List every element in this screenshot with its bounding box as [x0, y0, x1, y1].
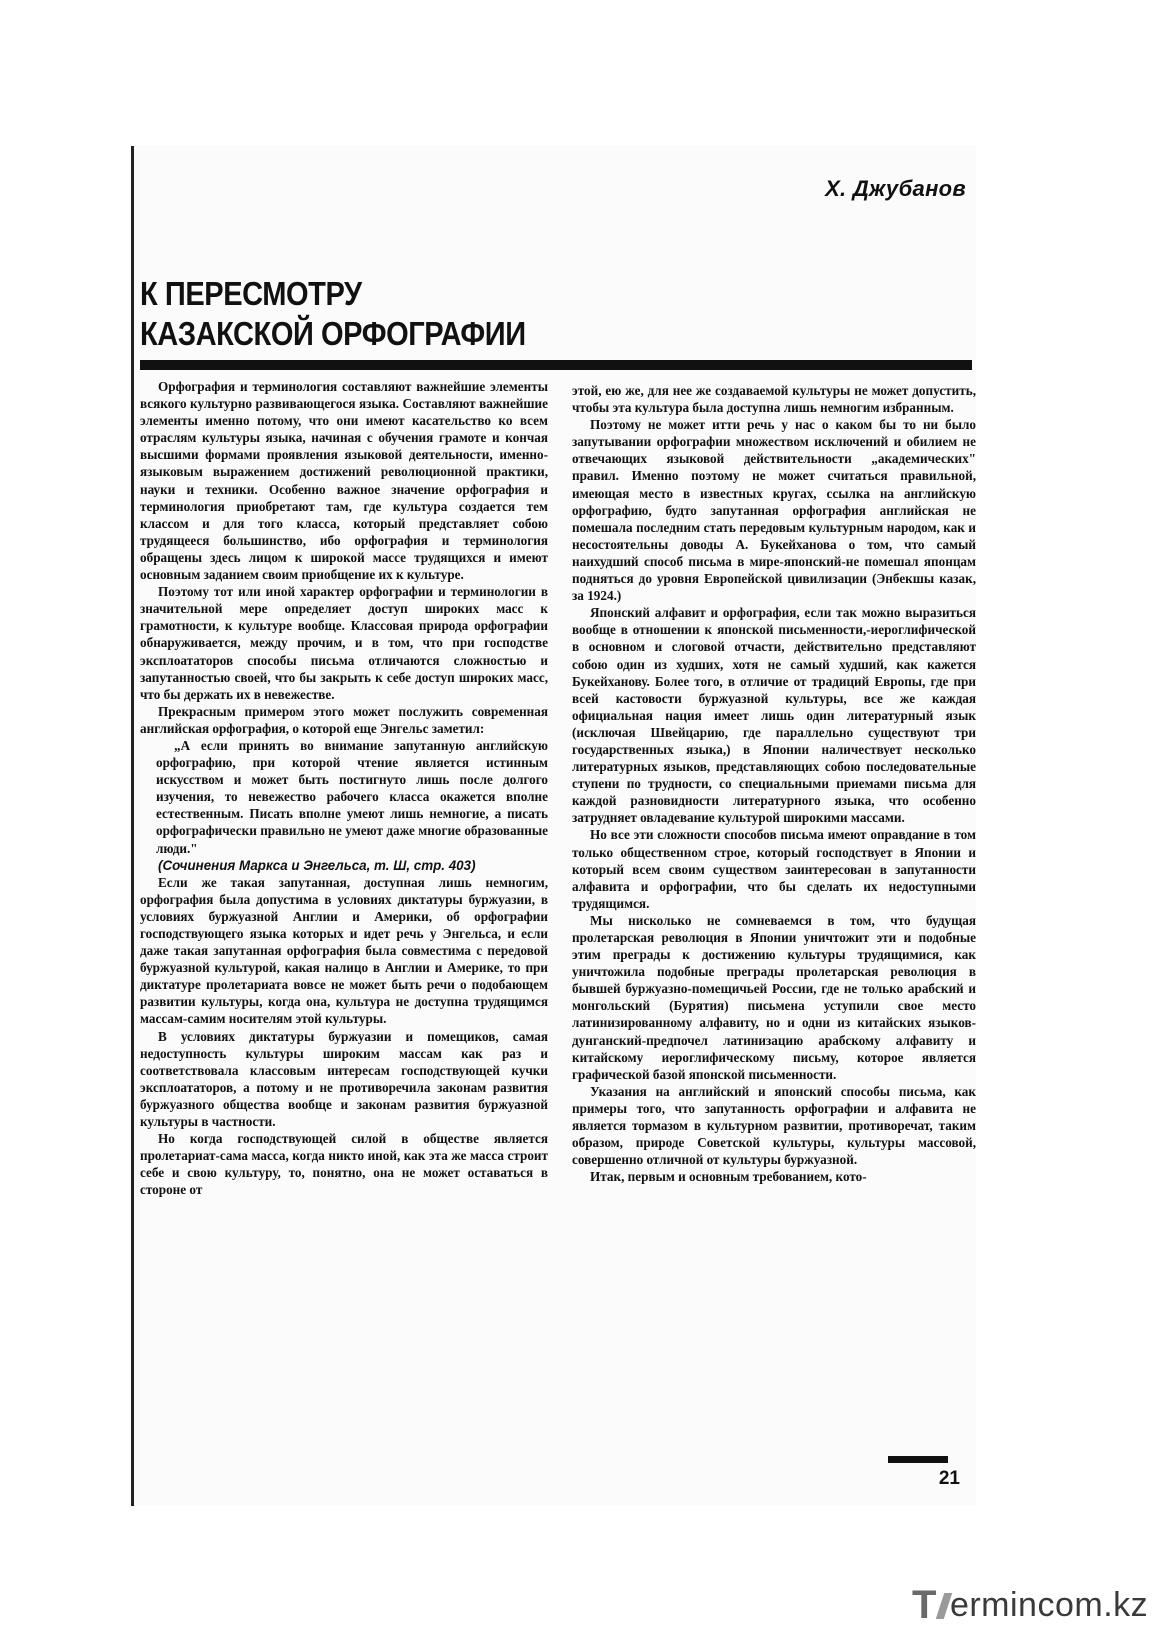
- right-column: [572, 382, 976, 1185]
- watermark-logo-letter: T: [912, 1583, 937, 1627]
- site-watermark: [912, 1581, 1148, 1626]
- title-rule: [140, 360, 972, 370]
- end-rule: [888, 1456, 948, 1463]
- paragraph: Итак, первым и основным требованием, кото-: [590, 1169, 867, 1185]
- paragraph: Мы нисколько не сомневаемся в том, что будущая пролетарская революция в Японии уничтожит эти и подобные этим преграды к достижению культуры трудящимися, как уничтожила подобные преграды пролетарская революция в бывшей буржуазно-помещичьей России, где не только арабский и монгольский (Бурятия) письмена уступили свое место латинизированному алфавиту, но и одни из китайских языков-дунганский-предпочел латинизацию арабскому алфавиту и китайскому иероглифическому письму, которое является графической базой японской письменности.: [572, 912, 976, 1082]
- page-number: 21: [938, 1468, 960, 1489]
- author-name: Х. Джубанов: [825, 176, 966, 201]
- paragraph: Японский алфавит и орфография, если так можно выразиться вообще в отношении к японской письменности,-иероглифической в основном и слоговой отчасти, действительно представляют собою один из худших, хотя не самый худший, как кажется Букейханову. Более того, в отличие от традиций Европы, где при всей кастовости буржуазной культуры, все же каждая официальная нация имеет лишь один литературный язык (исключая Швейцарию, где параллельно существуют три государственных языка,) в Японии наличествует несколько литературных языков, представляющих собою последовательные ступени по трудности, со специальными приемами письма для каждой разновидности литературного языка, что особенно затрудняет овладевание культурой широкими массами.: [572, 605, 976, 826]
- paragraph: Но когда господствующей силой в обществе является пролетариат-сама масса, когда никто иной, как эта же масса строит себе и свою культуру, то, понятно, она не может оставаться в стороне от: [140, 1131, 548, 1198]
- paragraph: Орфография и терминология составляют важнейшие элементы всякого культурно развивающегося языка. Составляют важнейшие элементы именно потому, что они имеют касательство ко всем отраслям культуры языка, начиная с обучения грамоте и кончая высшими формами проявления языковой деятельности, именно-языковым выражением достижений революционной практики, науки и техники. Особенно важное значение орфография и терминология приобретают там, где культура создается тем классом и для того класса, который представляет собою трудящееся большинство, ибо орфография и терминология обращены здесь лицом к широкой массе трудящихся и имеют основным заданием своим приобщение их к культуре.: [140, 379, 548, 583]
- watermark-text: ermincom: [949, 1586, 1104, 1624]
- paragraph: В условиях диктатуры буржуазии и помещиков, самая недоступность культуры широким массам как раз и соответствовала классовым интересам господствующей кучки эксплоататоров, а потому и не противоречила законам развития буржуазного общества вообще и законам развития буржуазной культуры в частности.: [140, 1028, 548, 1130]
- quote-source: (Сочинения Маркса и Энгельса, т. Ш, стр. 403): [158, 857, 476, 873]
- left-column: [140, 378, 548, 1199]
- paragraph: Поэтому тот или иной характер орфографии и терминологии в значительной мере определяет доступ широких масс к грамотности, к культуре вообще. Классовая природа орфографии обнаруживается, между прочим, и в том, что при господстве эксплоататоров способы письма отличаются сложностью и запутанностью своей, что бы закрыть к себе доступ широких масс, что бы держать их в невежестве.: [140, 584, 548, 702]
- paragraph: этой, ею же, для нее же создаваемой культуры не может допустить, чтобы эта культура была доступна лишь немногим избранным.: [572, 383, 976, 416]
- paragraph: Поэтому не может итти речь у нас о каком бы то ни было запутывании орфографии множеством исключений и обилием не отвечающих языковой действительности „академических" правил. Именно поэтому не может считаться правильной, имеющая место в известных кругах, ссылка на английскую орфографию, будто запутанная орфография английская не помешала последним стать передовым культурным народом, как и несостоятельны доводы А. Букейханова о том, что самый наихудший способ письма в мире-японский-не помешал японцам подняться до уровня Европейской цивилизации (Энбекшы казак, за 1924.): [572, 417, 976, 604]
- paragraph: Указания на английский и японский способы письма, как примеры того, что запутанность орфографии и алфавита не является тормазом в культурном развитии, противоречат, таким образом, природе Советской культуры, культуры массовой, совершенно отличной от культуры буржуазной.: [572, 1083, 976, 1168]
- title-line-1: К ПЕРЕСМОТРУ: [140, 275, 362, 312]
- watermark-domain: .kz: [1103, 1586, 1149, 1624]
- title-line-2: КАЗАКСКОЙ ОРФОГРАФИИ: [140, 315, 526, 352]
- engels-quote: „А если принять во внимание запутанную английскую орфографию, при которой чтение является истинным искусством и может быть постигнуто лишь после долгого изучения, то невежество рабочего класса окажется вполне естественным. Писать вполне умеют лишь немногие, а писать орфографически правильно не умеют даже многие образованные люди.": [156, 737, 548, 856]
- paragraph: Прекрасным примером этого может послужить современная английская орфография, о которой еще Энгельс заметил:: [140, 703, 548, 736]
- journal-page: [131, 146, 976, 1506]
- article-title: [140, 274, 598, 354]
- paragraph: Но все эти сложности способов письма имеют оправдание в том только общественном строе, который господствует в Японии и который всем своим существом заинтересован в запутанности алфавита и орфографии, что бы сделать их недоступными трудящимся.: [572, 827, 976, 911]
- paragraph: Если же такая запутанная, доступная лишь немногим, орфография была допустима в условиях диктатуры буржуазии, в условиях буржуазной Англии и Америки, об орфографии господствующего языка которых и идет речь у Энгельса, и если даже такая запутанная орфография была совместима с передовой буржуазной культурой, какая налицо в Англии и Америке, то при диктатуре пролетариата вовсе не может быть речи о подобающем развитии культуры, когда она, культура не доступна трудящимся массам-самим носителям этой культуры.: [140, 874, 548, 1027]
